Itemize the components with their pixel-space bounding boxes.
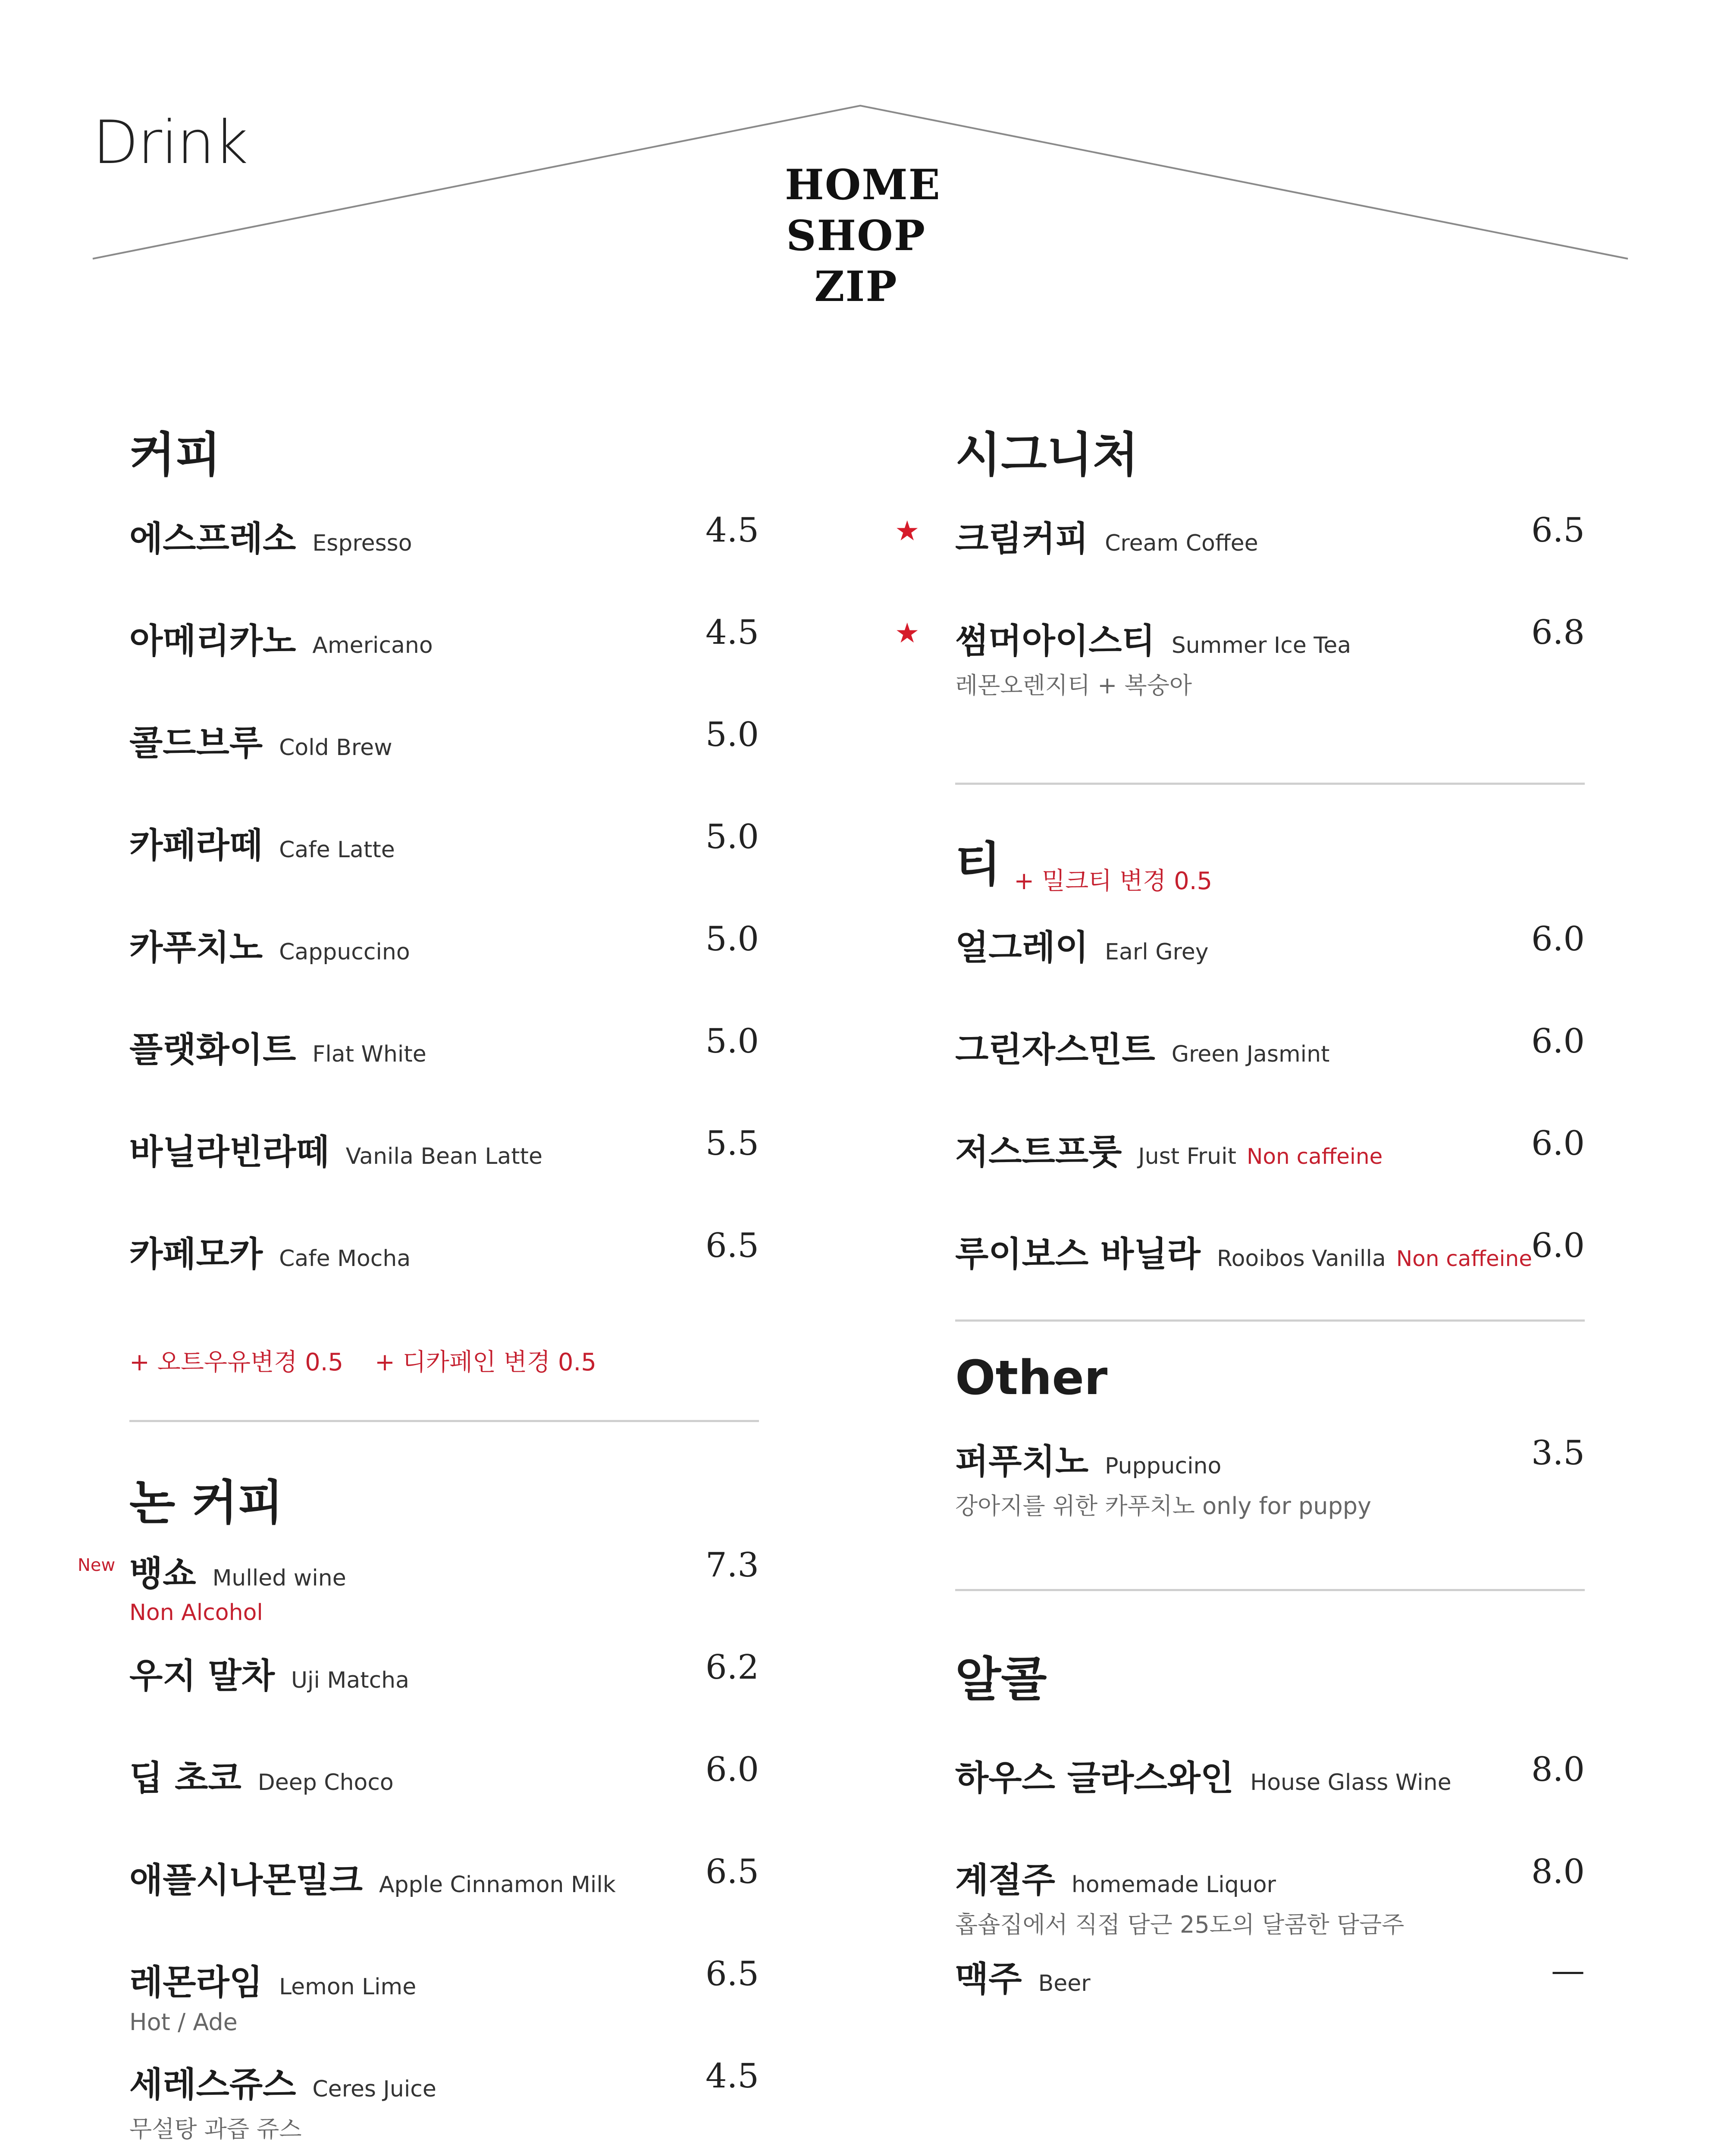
- item-price: 6.0: [1531, 1022, 1585, 1061]
- item-price: 6.5: [1531, 511, 1585, 550]
- item-price: —: [1551, 1951, 1585, 1990]
- item-price: 5.0: [705, 1022, 759, 1061]
- item-price: 8.0: [1531, 1852, 1585, 1891]
- menu-item: [129, 1852, 759, 1902]
- item-name-ko: 플랫화이트: [129, 1030, 296, 1070]
- menu-item: [955, 1226, 1585, 1276]
- menu-item: [129, 1750, 759, 1800]
- menu-title: Drink: [93, 108, 248, 177]
- item-name-ko: 저스트프룻: [955, 1132, 1122, 1172]
- item-price: 8.0: [1531, 1750, 1585, 1789]
- item-name-ko: 하우스 글라스와인: [955, 1758, 1234, 1798]
- logo-line: SHOP: [786, 211, 926, 260]
- section-divider: [955, 783, 1585, 785]
- item-description: 강아지를 위한 카푸치노 only for puppy: [955, 1492, 1371, 1520]
- item-name-en: homemade Liquor: [1071, 1872, 1276, 1898]
- menu-item: [129, 715, 759, 765]
- milk-tea-option: + 밀크티 변경 0.5: [1014, 867, 1213, 895]
- item-name-en: Cold Brew: [279, 735, 392, 761]
- item-price: 4.5: [705, 511, 759, 550]
- item-description: 레몬오렌지티 + 복숭아: [955, 672, 1192, 699]
- menu-item: [129, 1022, 759, 1072]
- item-name-ko: 콜드브루: [129, 723, 263, 763]
- left-column: [78, 425, 759, 2150]
- item-name-en: Lemon Lime: [279, 1974, 417, 2000]
- item-name-ko: 바닐라빈라떼: [129, 1132, 329, 1172]
- menu-item: [895, 613, 1585, 700]
- item-name-en: Americano: [312, 633, 433, 658]
- item-name-en: Cafe Latte: [279, 837, 395, 863]
- item-note: Non Alcohol: [129, 1600, 263, 1626]
- logo-line: HOME: [785, 160, 941, 209]
- menu-item: [129, 818, 759, 867]
- item-name-en: Cappuccino: [279, 939, 410, 965]
- item-name-en: Rooibos Vanilla: [1216, 1246, 1386, 1272]
- item-price: 6.0: [705, 1750, 759, 1789]
- item-name-en: Vanila Bean Latte: [345, 1144, 542, 1169]
- item-description: 무설탕 과즙 쥬스: [129, 2115, 302, 2143]
- item-name-en: Beer: [1038, 1971, 1091, 1996]
- item-price: 4.5: [705, 613, 759, 652]
- section-title-coffee: 커피: [129, 427, 221, 483]
- item-name-ko: 카푸치노: [129, 928, 263, 968]
- item-price: 6.8: [1531, 613, 1585, 652]
- menu-item: [78, 1546, 759, 1626]
- item-name-ko: 에스프레소: [129, 519, 296, 559]
- menu-item: [955, 1750, 1585, 1800]
- coffee-options: [129, 1343, 759, 1378]
- item-name-ko: 크림커피: [955, 519, 1089, 559]
- item-name-en: Puppucino: [1105, 1453, 1222, 1479]
- item-name-ko: 세레스쥬스: [129, 2065, 296, 2105]
- new-badge: New: [78, 1555, 116, 1575]
- item-name-en: Ceres Juice: [312, 2076, 436, 2102]
- decaf-option: + 디카페인 변경 0.5: [374, 1348, 596, 1376]
- item-name-ko: 애플시나몬밀크: [129, 1860, 363, 1900]
- section-title-tea: 티: [955, 837, 1001, 892]
- item-name-en: Just Fruit: [1138, 1144, 1237, 1169]
- menu-item: [129, 920, 759, 969]
- menu-item: [129, 511, 759, 561]
- item-name-ko: 계절주: [955, 1860, 1055, 1900]
- item-price: 3.5: [1531, 1434, 1585, 1473]
- item-name-ko: 그린자스민트: [955, 1030, 1155, 1070]
- item-price: 4.5: [705, 2057, 759, 2096]
- item-name-en: Flat White: [312, 1041, 426, 1067]
- item-name-en: Deep Choco: [257, 1770, 394, 1796]
- item-price: 6.0: [1531, 1226, 1585, 1265]
- item-name-ko: 루이보스 바닐라: [955, 1234, 1201, 1274]
- menu-item: [129, 2057, 759, 2144]
- item-price: 6.5: [705, 1852, 759, 1891]
- menu-item: [895, 511, 1585, 561]
- section-title-signature: 시그니처: [955, 427, 1139, 483]
- item-name-ko: 퍼푸치노: [955, 1442, 1089, 1482]
- item-name-en: Cafe Mocha: [279, 1246, 411, 1272]
- item-price: 6.0: [1531, 1124, 1585, 1163]
- section-title-alcohol: 알콜: [955, 1652, 1047, 1707]
- menu-item: [955, 1022, 1585, 1072]
- menu-item: [955, 1951, 1585, 2001]
- oat-milk-option: + 오트우유변경 0.5: [129, 1348, 344, 1376]
- item-price: 6.5: [705, 1955, 759, 1993]
- logo-line: ZIP: [814, 262, 898, 311]
- item-name-ko: 카페라떼: [129, 825, 263, 865]
- menu-item: [955, 920, 1585, 969]
- item-name-ko: 카페모카: [129, 1234, 263, 1274]
- item-name-ko: 썸머아이스티: [955, 621, 1155, 661]
- item-description: Hot / Ade: [129, 2009, 238, 2036]
- item-name-ko: 레몬라임: [129, 1962, 263, 2002]
- menu-item: [955, 1434, 1585, 1521]
- item-price: 5.0: [705, 715, 759, 754]
- item-price: 6.2: [705, 1648, 759, 1687]
- star-icon: ★: [895, 617, 920, 649]
- non-caffeine-label: Non caffeine: [1396, 1246, 1532, 1271]
- item-name-en: Cream Coffee: [1105, 530, 1258, 556]
- item-name-ko: 딥 초코: [129, 1758, 241, 1798]
- item-name-en: Uji Matcha: [291, 1667, 409, 1693]
- item-name-en: Green Jasmint: [1171, 1041, 1330, 1067]
- item-name-ko: 아메리카노: [129, 621, 296, 661]
- item-name-ko: 얼그레이: [955, 928, 1089, 968]
- item-name-ko: 우지 말차: [129, 1656, 275, 1696]
- home-shop-zip-logo: [785, 160, 941, 312]
- non-caffeine-label: Non caffeine: [1247, 1144, 1383, 1169]
- menu-item: [129, 1124, 759, 1174]
- section-divider: [955, 1319, 1585, 1322]
- menu-item: [955, 1852, 1585, 1940]
- menu-item: [955, 1124, 1585, 1174]
- item-name-en: House Glass Wine: [1250, 1770, 1452, 1796]
- item-name-en: Summer Ice Tea: [1171, 633, 1351, 658]
- item-name-en: Mulled wine: [212, 1565, 346, 1591]
- section-title-other: Other: [955, 1350, 1108, 1405]
- item-name-en: Earl Grey: [1105, 939, 1209, 965]
- item-name-en: Espresso: [312, 530, 412, 556]
- menu-item: [129, 1226, 759, 1276]
- section-title-noncoffee: 논 커피: [129, 1475, 284, 1530]
- tea-header: [955, 834, 1212, 896]
- item-name-ko: 맥주: [955, 1959, 1022, 1999]
- right-column: [895, 425, 1585, 2150]
- item-name-ko: 뱅쇼: [129, 1554, 196, 1594]
- item-price: 5.0: [705, 818, 759, 856]
- item-price: 6.0: [1531, 920, 1585, 959]
- item-price: 5.0: [705, 920, 759, 959]
- section-divider: [955, 1589, 1585, 1591]
- menu-item: [129, 1648, 759, 1698]
- star-icon: ★: [895, 515, 920, 547]
- section-divider: [129, 1420, 759, 1422]
- item-price: 6.5: [705, 1226, 759, 1265]
- menu-item: [129, 1955, 759, 2036]
- item-description: 홉숍집에서 직접 담근 25도의 달콤한 담금주: [955, 1911, 1405, 1938]
- item-price: 7.3: [705, 1546, 759, 1585]
- item-name-en: Apple Cinnamon Milk: [379, 1872, 616, 1898]
- menu-item: [129, 613, 759, 663]
- item-price: 5.5: [705, 1124, 759, 1163]
